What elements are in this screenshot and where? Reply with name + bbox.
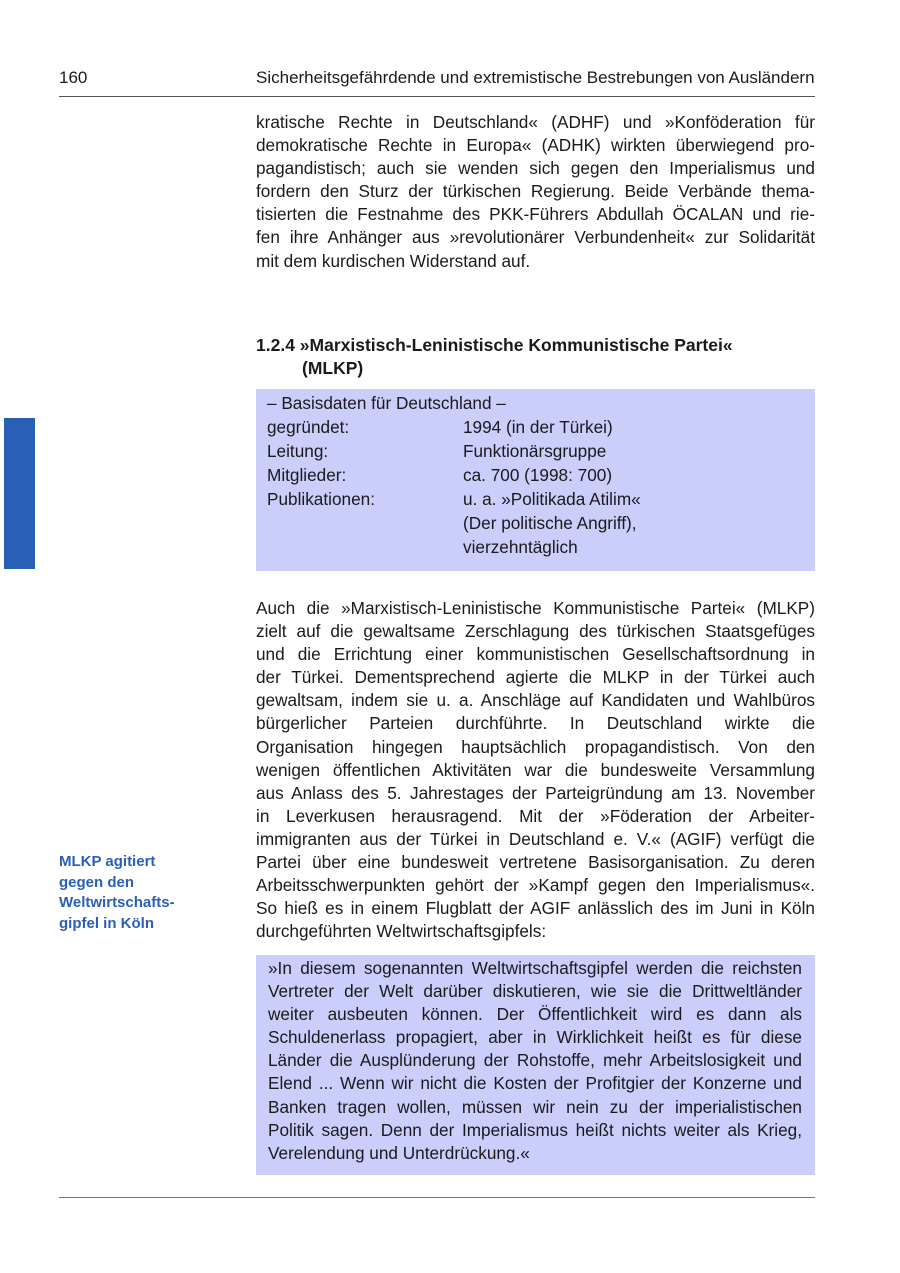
margin-note-line: gipfel in Köln — [59, 914, 154, 932]
running-header-title: Sicherheitsgefährdende und extremistische Bestrebungen von Ausländern — [256, 68, 815, 87]
paragraph-intro — [256, 111, 815, 273]
quote-line: Verelendung und Unterdrückung.« — [268, 1142, 530, 1163]
text-line: aus Anlass des 5. Jahrestages der Parteigründung am 13. November — [256, 782, 815, 803]
margin-note — [59, 852, 219, 934]
text-line: So hieß es in einem Flugblatt der AGIF anlässlich des im Juni in Köln — [256, 898, 815, 919]
quote-line: Banken tragen wollen, müssen wir nein zu der imperialistischen — [268, 1096, 802, 1117]
text-line: tisierten die Festnahme des PKK-Führers Abdullah ÖCALAN und rie- — [256, 204, 815, 225]
text-line: der Türkei. Dementsprechend agierte die MLKP in der Türkei auch — [256, 667, 815, 688]
margin-note-line: MLKP agitiert — [59, 853, 156, 870]
basic-data-box — [256, 389, 815, 571]
quote-box — [256, 955, 815, 1175]
text-line: mit dem kurdischen Widerstand auf. — [256, 250, 531, 271]
quote-line: Elend ... Wenn wir nicht die Kosten der Profitgier der Konzerne und — [268, 1073, 802, 1094]
text-line: Auch die »Marxistisch-Leninistische Kommunistische Partei« (MLKP) — [256, 598, 815, 618]
paragraph-mlkp — [256, 597, 815, 943]
text-line: fen ihre Anhänger aus »revolutionärer Verbundenheit« zur Solidarität — [256, 227, 815, 248]
fact-label: Publikationen: — [267, 489, 375, 509]
fact-value: 1994 (in der Türkei) — [463, 417, 613, 437]
margin-note-line: gegen den — [59, 873, 135, 891]
fact-value: Funktionärsgruppe — [463, 441, 607, 461]
fact-value: ca. 700 (1998: 700) — [463, 465, 613, 485]
text-line: zielt auf die gewaltsame Zerschlagung des türkischen Staatsgefüges — [256, 621, 815, 642]
footer-divider — [59, 1197, 815, 1198]
text-line: Partei über eine bundesweit vertretene Basisorganisation. Zu deren — [256, 852, 815, 873]
basic-data-title: – Basisdaten für Deutschland – — [267, 393, 506, 413]
quote-line: Politik sagen. Denn der Imperialismus heißt nichts weiter als Krieg, — [268, 1119, 802, 1140]
section-heading-line2: (MLKP) — [302, 358, 364, 378]
text-line: fordern den Sturz der türkischen Regierung. Beide Verbände thema- — [256, 181, 815, 202]
fact-value: u. a. »Politikada Atilim« — [463, 489, 641, 509]
text-line: bürgerlicher Parteien durchführte. In Deutschland wirkte die — [256, 713, 815, 734]
margin-note-line: Weltwirtschafts- — [59, 894, 175, 911]
text-line: in Leverkusen herausragend. Mit der »Föderation der Arbeiter- — [256, 805, 815, 826]
fact-value: vierzehntäglich — [463, 537, 578, 557]
quote-line: Länder die Ausplünderung der Rohstoffe, mehr Arbeitslosigkeit und — [268, 1050, 802, 1071]
chapter-marker-bar — [4, 418, 35, 569]
fact-label: Leitung: — [267, 441, 329, 461]
text-line: Organisation hingegen hauptsächlich propagandistisch. Von den — [256, 736, 815, 757]
text-line: Arbeitsschwerpunkten gehört der »Kampf gegen den Imperialismus«. — [256, 875, 815, 896]
quote-line: Vertreter der Welt darüber diskutieren, wie sie die Drittweltländer — [268, 981, 802, 1002]
text-line: immigranten aus der Türkei in Deutschland e. V.« (AGIF) verfügt die — [256, 828, 815, 849]
text-line: pagandistisch; auch sie wenden sich gegen den Imperialismus und — [256, 158, 815, 179]
text-line: wenigen öffentlichen Aktivitäten war die bundesweite Versammlung — [256, 759, 815, 780]
quote-line: Schuldenerlass propagiert, aber in Wirklichkeit heißt es für diese — [268, 1027, 802, 1048]
page-number: 160 — [59, 68, 88, 87]
fact-label: Mitglieder: — [267, 465, 347, 485]
text-line: kratische Rechte in Deutschland« (ADHF) und »Konföderation für — [256, 112, 815, 132]
text-line: gewaltsam, indem sie u. a. Anschläge auf Kandidaten und Wahlbüros — [256, 690, 815, 711]
quote-line: »In diesem sogenannten Weltwirtschaftsgipfel werden die reichsten — [268, 958, 802, 978]
quote-text — [268, 957, 802, 1165]
text-line: durchgeführten Weltwirtschaftsgipfels: — [256, 921, 547, 942]
section-heading — [256, 334, 733, 380]
text-line: demokratische Rechte in Europa« (ADHK) wirkten überwiegend pro- — [256, 135, 815, 156]
fact-value: (Der politische Angriff), — [463, 513, 637, 533]
quote-line: weiter ausbeuten können. Der Öffentlichkeit wird es dann als — [268, 1004, 802, 1025]
text-line: und die Errichtung einer kommunistischen Gesellschaftsordnung in — [256, 644, 815, 665]
section-heading-line1: 1.2.4 »Marxistisch-Leninistische Kommunistische Partei« — [256, 335, 733, 355]
header-divider — [59, 96, 815, 97]
fact-label: gegründet: — [267, 417, 350, 437]
